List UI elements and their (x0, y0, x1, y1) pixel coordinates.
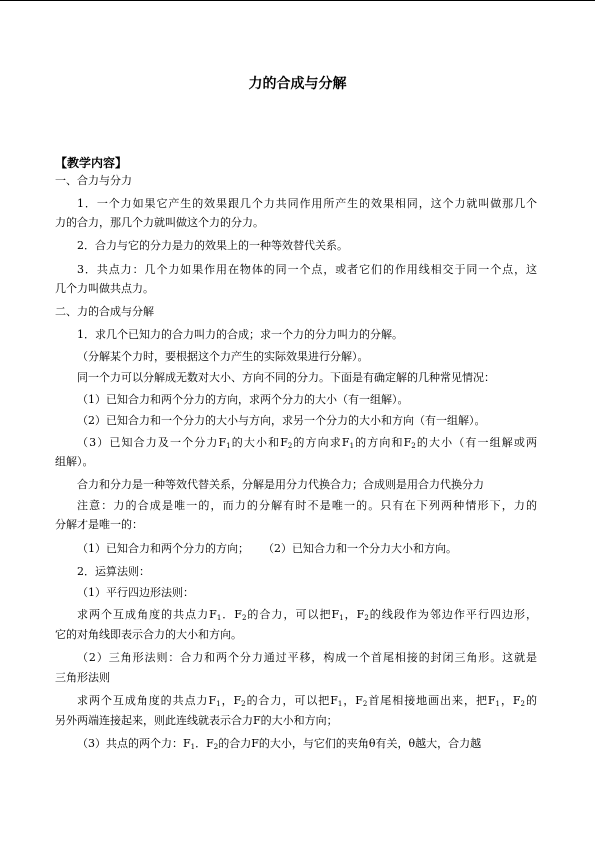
paragraph-13: 2．运算法则： (77, 565, 150, 578)
paragraph-15-line-1 (77, 608, 537, 622)
text-run: （1）已知合力和两个分力的方向； (77, 542, 249, 555)
text-run: 求两个互成角度的共点力F (77, 694, 217, 707)
text-run: 的方向求F (292, 436, 350, 449)
subscript: 2 (287, 442, 293, 450)
paragraph-2: 2．合力与它的分力是力的效果上的一种等效替代关系。 (77, 239, 348, 252)
paragraph-3-line-1: 3．共点力：几个力如果作用在物体的同一个点，或者它们的作用线相交于同一个点，这 (77, 263, 537, 276)
text-run: 首尾相接地画出来，把F (367, 694, 496, 707)
paragraph-17-line-2: 另外两端连接起来，则此连线就表示合力F的大小和方向； (55, 714, 338, 727)
subscript: 2 (411, 442, 416, 450)
paragraph-1-line-1: 1．一个力如果它产生的效果跟几个力共同作用所产生的效果相同，这个力就叫做那几个 (77, 197, 537, 210)
text-run: 的大小（有一组解或两 (415, 436, 537, 449)
subscript: 1 (339, 614, 344, 622)
subscript: 1 (349, 442, 355, 450)
text-run: ，F (343, 608, 365, 621)
text-run: 的线段作为邻边作平行四边形， (368, 608, 538, 621)
text-run: （2）已知合力和一个分力大小和方向。 (263, 542, 457, 555)
subscript: 1 (226, 442, 231, 450)
text-run: （3）共点的两个力：F (77, 737, 191, 750)
paragraph-7: （1）已知合力和两个分力的方向，求两个分力的大小（有一组解）。 (77, 393, 409, 406)
paragraph-5: （分解某个力时，要根据这个力产生的实际效果进行分解）。 (77, 350, 369, 363)
text-run: ，F (342, 694, 363, 707)
paragraph-14: （1）平行四边形法则： (77, 586, 194, 599)
subscript: 1 (190, 743, 196, 751)
subscript: 1 (495, 700, 500, 708)
page-title: 力的合成与分解 (248, 76, 347, 92)
paragraph-3-line-2: 几个力叫做共点力。 (55, 282, 154, 295)
text-run: ．F (195, 737, 214, 750)
paragraph-11-line-1: 注意：力的合成是唯一的，而力的分解有时不是唯一的。只有在下列两种情形下，力的 (77, 499, 537, 512)
paragraph-16-line-2: 三角形法则 (55, 671, 110, 684)
subscript: 1 (216, 700, 221, 708)
text-run: 的合力F的大小，与它们的夹角θ有关，θ越大，合力越 (218, 737, 482, 750)
subscript: 2 (241, 700, 246, 708)
subscript: 2 (213, 743, 219, 751)
text-run: ，F (220, 694, 242, 707)
paragraph-8: （2）已知合力和一个分力的大小与方向，求另一个分力的大小和方向（有一组解）。 (77, 414, 486, 427)
subscript: 2 (362, 700, 368, 708)
text-run: 的方向和F (354, 436, 412, 449)
text-run: 求两个互成角度的共点力F (77, 608, 217, 621)
paragraph-9-line-1 (77, 436, 537, 450)
paragraph-11-line-2: 分解才是唯一的： (55, 518, 143, 531)
subscript: 2 (520, 700, 526, 708)
paragraph-4: 1．求几个已知力的合力叫力的合成；求一个力的分力叫力的分解。 (77, 328, 403, 341)
text-run: 的合力，可以把F (245, 694, 338, 707)
subscript: 1 (337, 700, 343, 708)
text-run: 的合力，可以把F (246, 608, 340, 621)
subscript: 1 (216, 614, 222, 622)
paragraph-15-line-2: 它的对角线即表示合力的大小和方向。 (55, 628, 242, 641)
paragraph-9-line-2: 组解）。 (55, 455, 94, 468)
text-run: 的 (525, 694, 537, 707)
paragraph-1-line-2: 力的合力，那几个力就叫做这个力的分力。 (55, 216, 264, 229)
heading-2: 二、力的合成与分解 (55, 305, 154, 318)
subscript: 2 (364, 614, 369, 622)
text-run: （3）已知合力及一个分力F (77, 436, 227, 449)
paragraph-6: 同一个力可以分解成无数对大小、方向不同的分力。下面是有确定解的几种常见情况： (77, 371, 495, 384)
text-run: 的大小和F (230, 436, 288, 449)
paragraph-12 (77, 542, 457, 556)
paragraph-18-line-1 (77, 737, 481, 751)
text-run: ，F (500, 694, 521, 707)
text-run: ．F (221, 608, 242, 621)
section-header: 【教学内容】 (55, 156, 128, 170)
paragraph-17-line-1 (77, 694, 537, 708)
paragraph-10: 合力和分力是一种等效代替关系，分解是用分力代换合力；合成则是用合力代换分力 (77, 478, 484, 491)
heading-1: 一、合力与分力 (55, 174, 132, 187)
top-rule (0, 0, 595, 1)
paragraph-16-line-1: （2）三角形法则：合力和两个分力通过平移，构成一个首尾相接的封闭三角形。这就是 (77, 651, 537, 664)
subscript: 2 (241, 614, 247, 622)
